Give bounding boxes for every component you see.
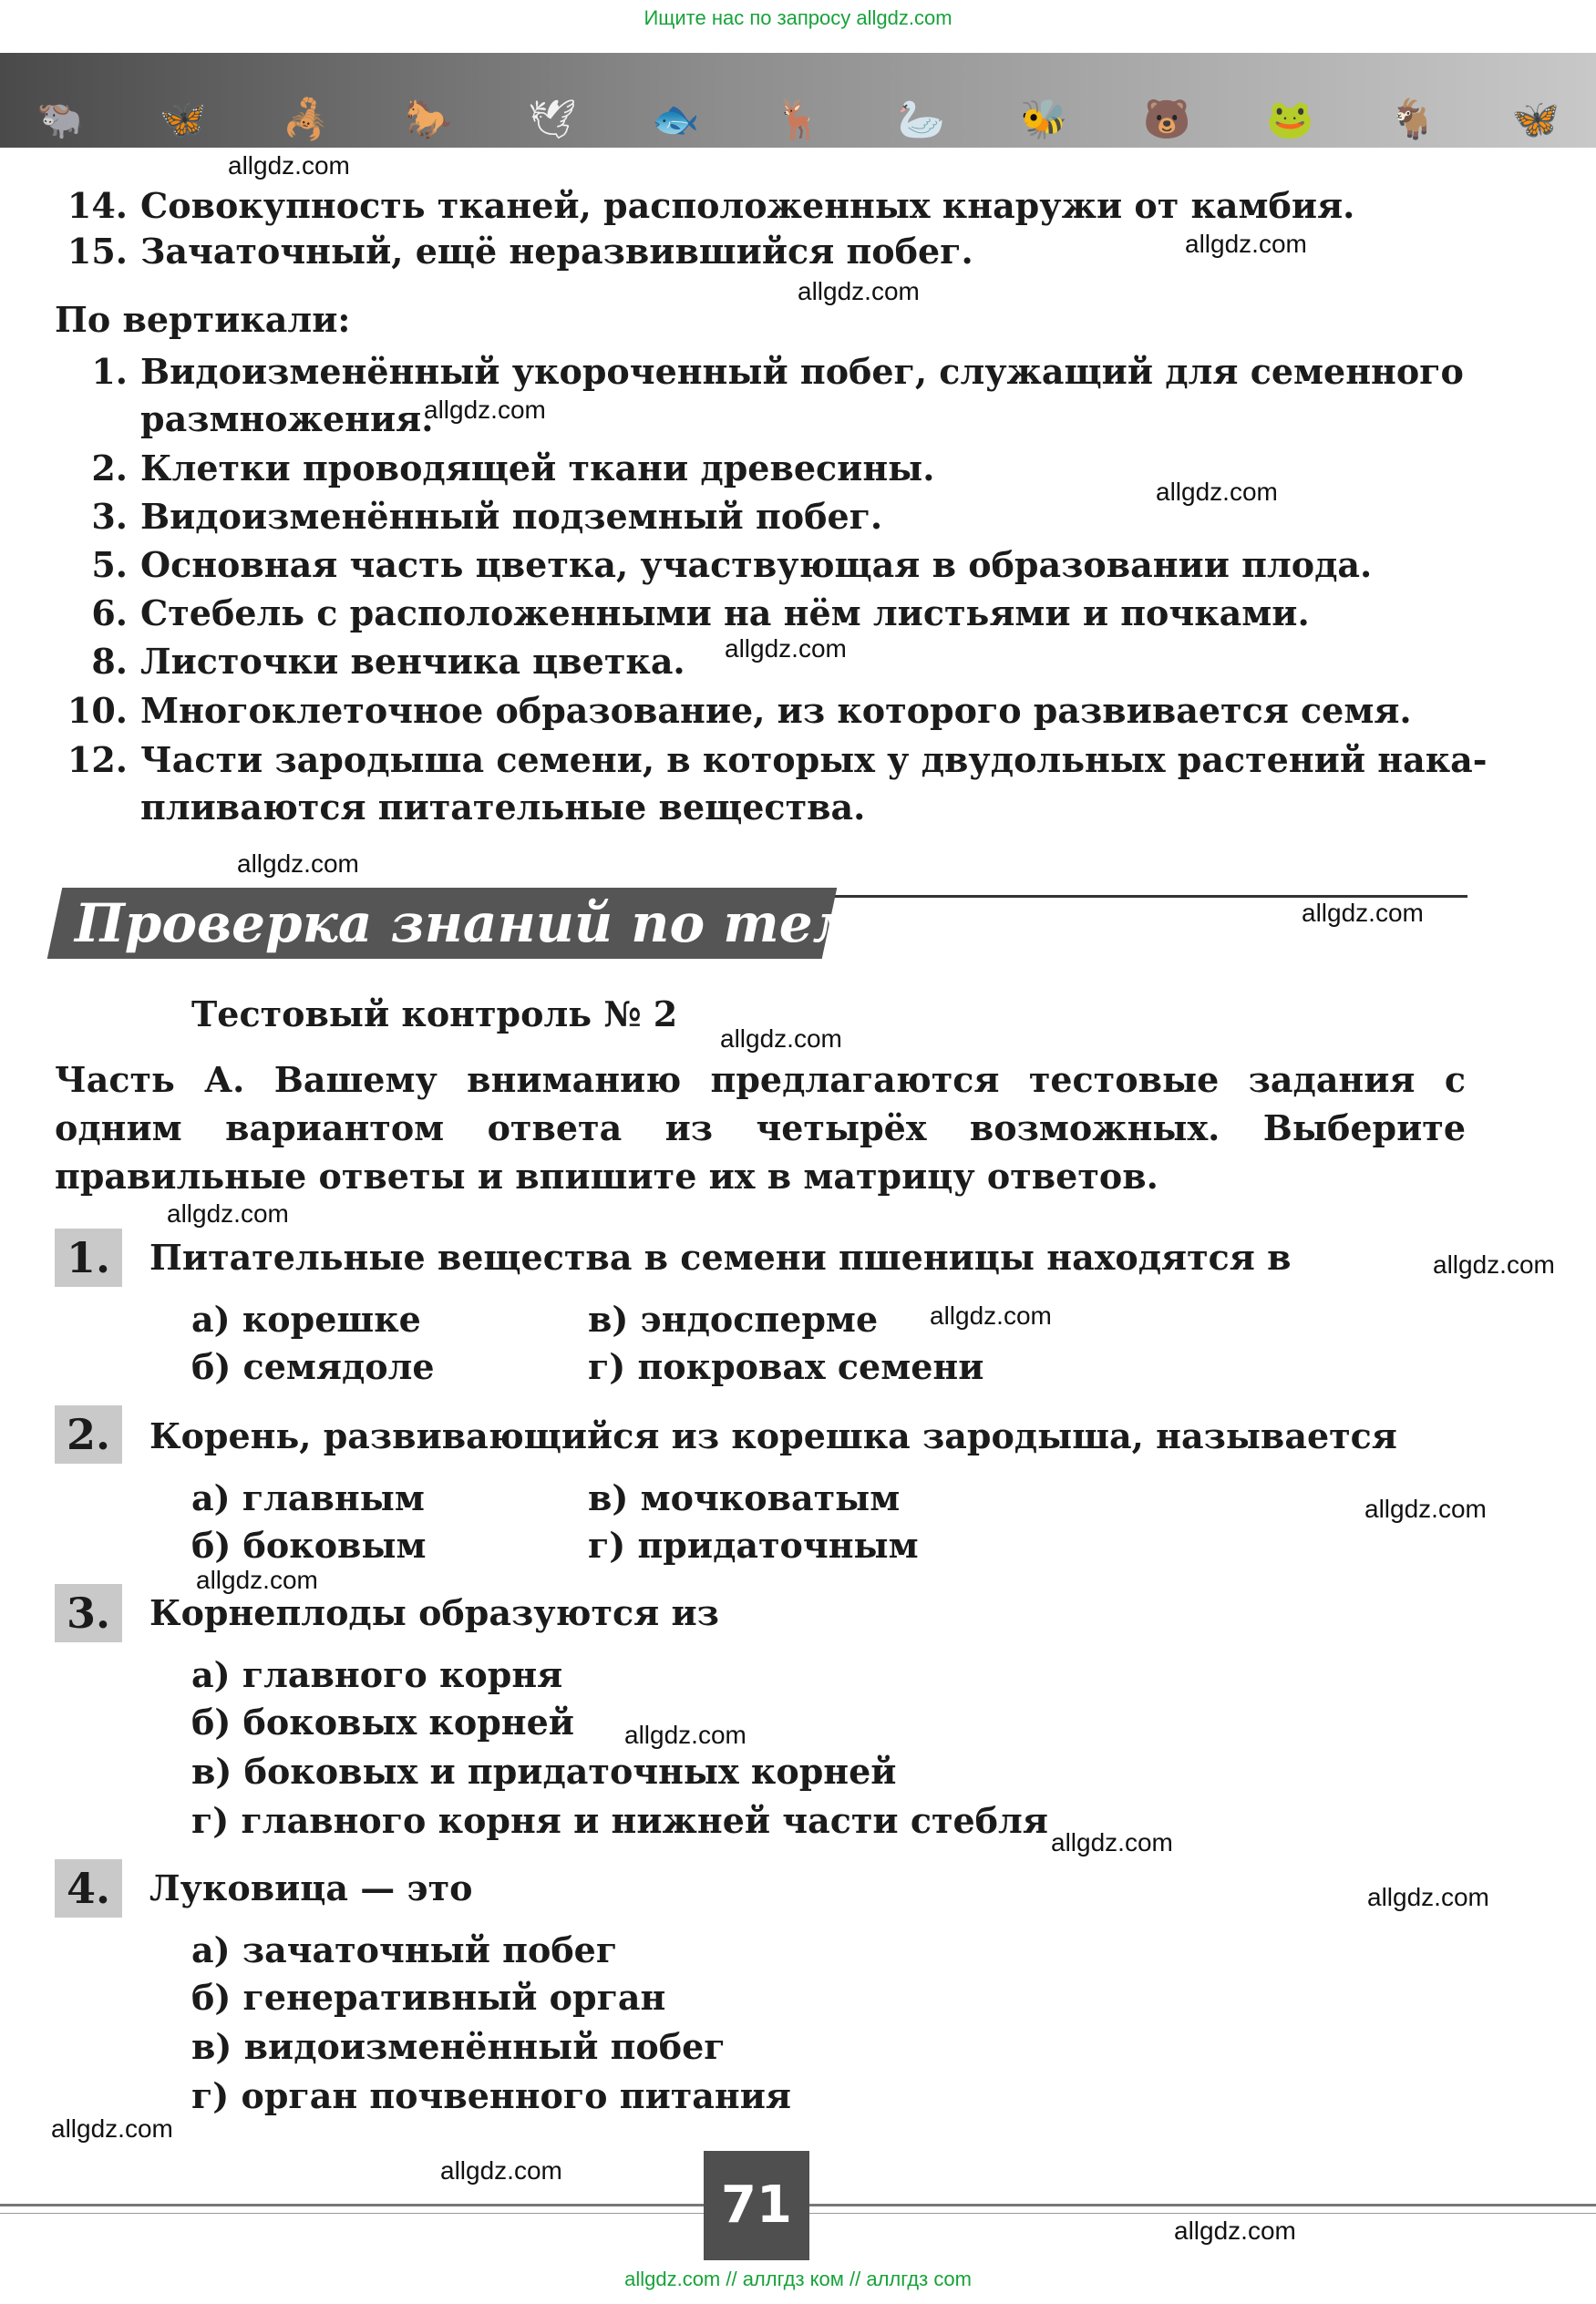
butterfly-icon: 🦋 — [1511, 97, 1560, 141]
question-number: 4. — [55, 1859, 122, 1918]
watermark: allgdz.com — [930, 1301, 1052, 1330]
animal-icons-row — [36, 98, 1560, 140]
answer-option: б) боковых корней — [191, 1702, 574, 1743]
watermark: allgdz.com — [1364, 1495, 1487, 1523]
bear-icon: 🐻 — [1143, 97, 1191, 141]
crossword-item: 3. Видоизменённый подземный побег. — [91, 496, 883, 537]
part-label: Часть А. — [55, 1059, 245, 1100]
crossword-item: 1. Видоизменённый укороченный побег, служащий для семенного — [91, 351, 1464, 392]
crossword-item-continuation: пливаются питательные вещества. — [140, 787, 866, 828]
answer-option: в) боковых и придаточных корней — [191, 1751, 897, 1792]
heron-icon: 🦢 — [897, 97, 945, 141]
question-text: Корнеплоды образуются из — [149, 1592, 719, 1633]
answer-option: а) главного корня — [191, 1654, 563, 1695]
answer-option: в) видоизменённый побег — [191, 2026, 726, 2067]
answer-option: а) зачаточный побег — [191, 1929, 618, 1970]
insect-icon: 🐝 — [1020, 97, 1068, 141]
watermark: allgdz.com — [1174, 2217, 1296, 2245]
answer-option: г) покровах семени — [588, 1346, 984, 1387]
part-a-instructions — [55, 1055, 1466, 1200]
deer-icon: 🦌 — [774, 97, 823, 141]
bird-icon: 🕊 — [528, 97, 577, 141]
crossword-item: 10. Многоклеточное образование, из которого развивается семя. — [67, 690, 1412, 731]
watermark: allgdz.com — [167, 1199, 289, 1228]
page-number: 71 — [721, 2175, 792, 2235]
answer-option: в) эндосперме — [588, 1299, 879, 1340]
goat-icon: 🐐 — [1388, 97, 1437, 141]
crossword-item: 12. Части зародыша семени, в которых у двудольных растений нака- — [67, 739, 1488, 780]
question-text: Луковица — это — [149, 1867, 473, 1908]
answer-option: а) корешке — [191, 1299, 421, 1340]
watermark: allgdz.com — [1367, 1883, 1489, 1911]
watermark: allgdz.com — [424, 396, 546, 424]
bison-icon: 🐃 — [36, 97, 85, 141]
watermark: allgdz.com — [440, 2156, 562, 2185]
watermark: allgdz.com — [1302, 899, 1424, 927]
question-number: 2. — [55, 1405, 122, 1464]
watermark: allgdz.com — [1185, 230, 1307, 258]
bottom-links: allgdz.com // аллгдз ком // аллгдз com — [624, 2268, 972, 2290]
watermark: allgdz.com — [1156, 478, 1278, 506]
test-subtitle: Тестовый контроль № 2 — [191, 993, 678, 1034]
answer-option: б) боковым — [191, 1525, 427, 1566]
watermark: allgdz.com — [798, 277, 920, 305]
crossword-item: 14. Совокупность тканей, расположенных кнаружи от камбия. — [67, 185, 1355, 226]
top-search-hint: Ищите нас по запросу allgdz.com — [644, 6, 952, 29]
watermark: allgdz.com — [196, 1566, 318, 1594]
watermark: allgdz.com — [51, 2114, 173, 2143]
question-text: Корень, развивающийся из корешка зародыша, называется — [149, 1415, 1397, 1456]
part-text: Вашему вниманию предлагаются тестовые задания с одним вариантом ответа из четырёх возможных. Выберите правильные ответы и впишите их в матрицу ответов. — [55, 1059, 1467, 1197]
answer-option: г) главного корня и нижней части стебля — [191, 1800, 1048, 1841]
watermark: allgdz.com — [228, 151, 350, 180]
answer-option: а) главным — [191, 1477, 425, 1518]
scorpion-icon: 🦂 — [282, 97, 330, 141]
crossword-item: 6. Стебель с расположенными на нём листьями и почками. — [91, 592, 1310, 633]
butterfly-icon: 🦋 — [159, 97, 208, 141]
answer-option: б) семядоле — [191, 1346, 435, 1387]
frog-icon: 🐸 — [1266, 97, 1314, 141]
watermark: allgdz.com — [720, 1024, 842, 1053]
question-number: 1. — [55, 1229, 122, 1287]
answer-option: г) придаточным — [588, 1525, 919, 1566]
horse-icon: 🐎 — [405, 97, 453, 141]
vertical-heading: По вертикали: — [55, 299, 351, 340]
answer-option: б) генеративный орган — [191, 1977, 666, 2018]
crossword-item: 5. Основная часть цветка, участвующая в образовании плода. — [91, 544, 1373, 585]
answer-option: г) орган почвенного питания — [191, 2075, 791, 2116]
watermark: allgdz.com — [1433, 1250, 1555, 1279]
question-text: Питательные вещества в семени пшеницы находятся в — [149, 1237, 1292, 1278]
crossword-item: 15. Зачаточный, ещё неразвившийся побег. — [67, 231, 973, 272]
question-number: 3. — [55, 1584, 122, 1642]
watermark: allgdz.com — [725, 634, 847, 663]
watermark: allgdz.com — [237, 849, 359, 878]
watermark: allgdz.com — [624, 1721, 747, 1749]
crossword-item: 8. Листочки венчика цветка. — [91, 641, 685, 682]
crossword-item: 2. Клетки проводящей ткани древесины. — [91, 447, 935, 489]
fish-icon: 🐟 — [652, 97, 700, 141]
watermark: allgdz.com — [1051, 1828, 1173, 1857]
section-title: Проверка знаний по теме — [75, 892, 897, 954]
answer-option: в) мочковатым — [588, 1477, 901, 1518]
crossword-item-continuation: размножения. — [140, 398, 434, 439]
